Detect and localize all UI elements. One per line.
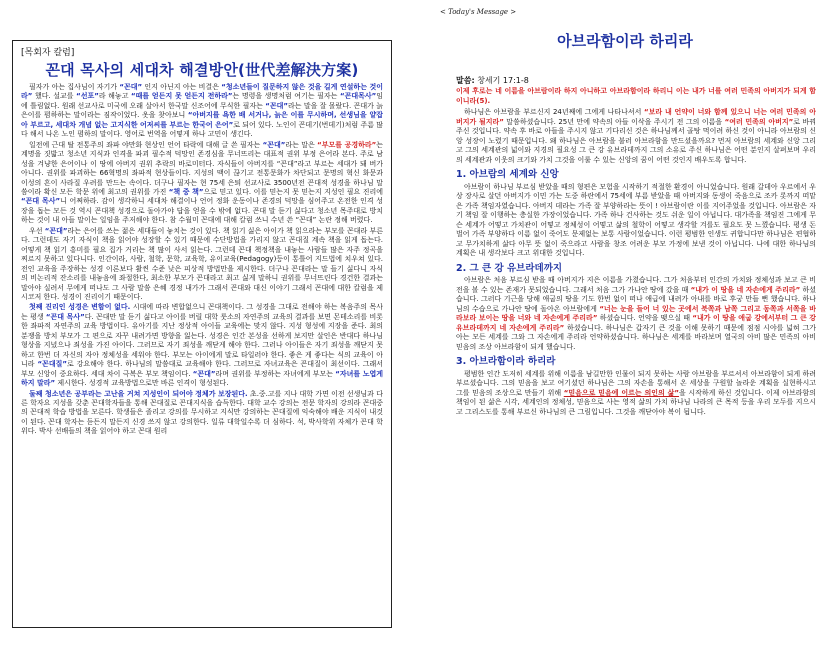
sermon-title: 아브라함이라 하리라 — [557, 32, 693, 50]
key-verse: 이제 후로는 네 이름을 아브람이라 하지 아니하고 아브라함이라 하리니 이는 내가 너를 여러 민족의 아버지가 되게 함이니라(5). — [456, 87, 816, 105]
scripture-label: 말씀: — [456, 76, 475, 85]
column-paragraph — [21, 83, 383, 140]
highlighted-text: “책 중 책” — [168, 187, 204, 196]
body-text: 우선 — [29, 226, 45, 235]
highlighted-text: “내가 이 땅을 네 자손에게 주리라” — [690, 285, 801, 294]
body-text: 하셨습니다. 하나님은 갑자기 큰 것을 이해 못하기 때문에 점점 시야를 넓혀 그가 아는 모든 세계를 그와 그 자손에게 주리라 언약하셨습니다. 하나님은 세계를 바라보며 열국의 아비 많은 민족의 아비 믿음의 조상 아브라함이 되게 했습니다. — [456, 323, 816, 351]
highlighted-text: “보라 내 언약이 너와 함께 있으니 너는 여러 민족의 아버지가 될지라” — [456, 108, 816, 126]
highlighted-text: “꼰대” — [265, 101, 288, 110]
todays-message-tag: < Today's Message > — [440, 8, 517, 16]
highlighted-text: “꼰대목사” — [340, 92, 377, 101]
section-paragraph — [456, 183, 816, 259]
highlighted-text: “여러 민족의 아버지” — [724, 117, 794, 126]
column-box — [12, 40, 392, 628]
sermon-body — [456, 87, 816, 627]
highlighted-text: “믿음으로 믿음에 이르는 의인의 삶” — [563, 388, 679, 397]
column-title: 꼰대 목사의 세대차 해결방안(世代差解決方案) — [45, 61, 359, 79]
body-text: 라는 은어를 쓰는 젊은 세대들이 놓치는 것이 있다. 책 읽기 싫은 아이가 책 읽으라는 부모를 꼰대라 부른다. 그런데도 자기 자식이 책을 읽어야 성장할 수 있기 때문에 수단방법을 가리지 않고 꼰대질 계속 책을 읽게 돕는다. 어떻게 책 읽기 흥미를 필요 집가 거리는 책 많이 사서 읽는다. 그런데 꼰대 책정책을 내놓는 사람들 많은 자주 정곡을 찌르지 못하고 있다니다. 인간이라, 사람, 철학, 문학, 교육학, 유이교육(Pedagogy)등이 통틀어 지드법에 치우쳐 있다. 전인 교육을 주장하는 성경 이론보다 활씬 수준 낮은 피상적 방법만을 제시한다. 더구나 꼰대라는 말 들기 싫다니 자식의 비논리적 잔소리를 내놓음에 좌절한다, 최소한 부모가 꼰대라고 최고 싫게 말하니 권위를 무너뜨린다 경건한 결과는 말아야 실려서 무에게 떠나도 그 사람 말씀 은혜 경정 내가가 그래서 꼰대와 대신 이야기 그래서 꼰대에 대한 칼럼을 제시코저 한다. 성경이 진리이기 때문이다. — [21, 226, 383, 301]
body-text: 라는 말을 잘 몰랐다. 꼰대가 늙은이를 폄하하는 말이라는 짐작이었다. 옷을 찾아보니 — [21, 101, 383, 120]
body-text: 니 어쩌하라. 감이 생각하니 세대차 해결이나 언어 정화 운동이나 존경의 덕망을 심어주고 온전한 인격 성장을 돕는 모든 것 역시 꼰대책 성경으로 돌아가야 답을 얻을 수 밖에 없다. 꼰대 말 듣기 싫다고 청소년 목주대로 방치하는 것이 내 아들 말이는 일임을 주저해야 한다. 참 수월미 꼰대에 대해 칼럼 쓰니 수년 쓴 “꼰대” 논란 정해 버렸다. — [21, 197, 383, 225]
body-text: 하셨습니다. 그러다 기근을 당해 애굽의 땅을 기도 한번 없이 떠나 애급에 내려가 아내를 바로 후궁 만들 뻔 했습니다. 하나님의 수습으로 가나안 땅에 돌아온 아브람에게 — [456, 285, 816, 313]
column-paragraph — [21, 141, 383, 226]
body-text: 아브람은 처음 부르심 받을 때 아버지가 지은 이름을 가졌습니다. 그가 처음부터 인간의 가치와 정체성과 보고 큰 비전을 볼 수 있는 존재가 못되었습니다. 그래서 처음 그가 가나안 땅에 갔을 때 — [456, 276, 816, 294]
body-text: 필자가 아는 집사님이 자기가 — [29, 83, 120, 91]
body-text: 로 되어 있다. 노인이 꼰데기(번데기)처럼 주름 많다 해서 나온 노인 폄하의 말이다. 영어로 번역을 어떻게 하나 고민이 생긴다. — [21, 120, 383, 139]
body-text: 임에 틀림없다. 원래 선교사로 미국에 오래 살아서 한국말 신조어에 무식한 필자는 — [21, 92, 383, 110]
body-text: 초.중.고를 지나 대학 가면 이전 선생님과 다른 학자요 지성을 갖춘 꼰대학자들을 통해 꼰대질로 꼰대지식을 습득한다. 대학 교수 강의는 전문 학자의 강의라 꼰대중의 꼰대적 학습 방법을 모른다. 학생들은 졸리고 강의를 무시하고 지식만 강의하는 꼰대질에 익숙해야 배운 지식이 내것이 된다. 꼰대 학자는 듣든지 말든지 신경 쓰지 않고 강의한다. 일류 대학일수록 더 심하다. 석, 박사학위 자체가 꼰대 학위다. 박사 선배들의 책을 읽어야 하고 꼰대 원리 — [21, 389, 383, 436]
highlighted-text: “부모를 공경하라” — [317, 140, 377, 149]
highlighted-text: “아버지를 욕한 배 서거나, 늙은 이를 무시하며, 선생님을 얕잡아 부르고, 세대차 개념 없는 고지식한 어저씨를 부르는 한국어 은어” — [21, 111, 383, 129]
right-page — [430, 0, 835, 645]
body-text: 제시한다. 성경적 교육방법으로만 바른 인격이 형성된다. — [55, 379, 229, 388]
body-text: 아브람이 하나님 부르심 받았을 때의 형편은 모험을 시작하기 적절한 환경이 아니었습니다. 원래 갈데아 우르에서 우상 장사로 살던 아버지가 이민 가는 도중 하란에서 75세에 부름 받았을 때 아버지와 동생이 죽음으로 조카 롯까지 떠맡은 가족 책임자였습니다. 아버지 데라는 가족 잘 부양하라는 뜻이 ! 아브람이란 이를 지어주었을 것입니다. 아브람은 자기 책임 잘 이행하는 층실한 가장이었습니다. 가족 하나 건사하는 것도 쉬운 일이 아닙니다. 대가족을 책임진 그에게 무슨 세계가 어떻고 가치관이 어떻고 정체성이 어떻고 삶의 철학이 어떻고 생각할 겨를도 필요도 못 느꼈습니다. 평생 돈 벌어 가족 부양하다 이름 없이 죽어도 문제없는 보통 사람이었습니다. 이런 평범한 인생도 귀합니다만 하나님은 편협하고 무가치하게 삶다 아무 뜻 없이 죽으라고 사람을 창조 어려운 부모 가정에 보낸 것이 아닙니다. 나에 대한 하나님의 계획은 내 생각보다 크고 위대한 것입니다. — [456, 182, 816, 257]
section-paragraph — [456, 276, 816, 352]
highlighted-text: “청소년들이 질문하지 않은 것을 길게 연설하는 것이라” — [21, 83, 383, 101]
body-text: 라며 권위를 부정하는 자녀에게 부모는 — [215, 369, 336, 378]
scripture-reference — [456, 75, 529, 86]
section-heading: 2. 그 큰 강 유브라데까지 — [456, 262, 563, 274]
body-text: 하나님은 아브람을 부르신지 24년째에 그에게 나타나셔서 — [464, 108, 645, 116]
highlighted-text: “꼰대질” — [37, 360, 67, 369]
body-text: 말씀하셨습니다. 25년 만에 약속의 아들 이삭을 주시기 전 그의 이름을 — [503, 117, 725, 126]
body-text: 는 계명을 짓밟고 청소년 지식과 인격을 파괴 필수적 덕망인 존경심을 무너뜨리는 대표적 권위 부정 은어라 본다. 주로 남성을 겨냥한 은어이나 이 땅에 아버지 권위 추락의 바로미터다. 자식들이 아버지를 “꼰대”라고 부르는 세대가 돼 버가 아니다. 권위를 파괴하는 66혁명의 좌파적 현상들이다. 지성의 맥이 끊기고 전통문화가 차단되고 문명의 혁신 화문과 이성의 흔이 사라질 우려를 만드는 속이다. 더구나 필자는 현 75세 은퇴 선교사로 3500년전 꼰대적 성경을 하나님 말씀이라 확신 모든 학문 위에 최고의 권위를 가진 — [21, 140, 383, 196]
column-paragraph — [21, 303, 383, 388]
body-text: 을 시작하게 하신 것입니다. 이제 아브라함의 책임이 된 삶은 시각, 세계인의 정체성, 믿음으로 사는 영적 삶의 가치 하나님 나라의 큰 목적 등을 우리 모두를 지으시고 그리스도를 통해 부르신 하나님의 큰 그림입니다. 그것을 깨닫아야 복이 됩니다. — [456, 388, 816, 416]
body-text: 다. 꼰대만 말 듣기 싫다고 아이를 버릴 대학 룻소의 자연주의 교육의 결과를 보면 몬테소리를 비롯한 좌파적 자연주의 교육 방법이다. 유아기를 지난 정상적 아이들 교육에는 맞지 않다. 지성 형성에 지장을 준다. 최의 분쟁을 방치 부모가 그 편으로 자꾸 내려가면 방향을 잃는다. 성경은 인간 본성을 선하게 보지만 살인은 반대다 하나님 형상을 지녔으나 죄성을 가진 아이다. 그러므로 자기 죄성을 깨닫게 해야 한다. 그러나 아이들은 자기 죄성을 깨닫지 못하고 한번 더 자신의 자아 정체성을 세워야 한다. 부모는 아이에게 말로 타일러야 한다. 좋은 게 좋다는 식의 교육이 아니라 — [21, 312, 383, 369]
highlighted-text: “내가 이 땅을 애굽 강에서부터 그 큰 강 유브라데까지 네 자손에게 주리라” — [456, 314, 816, 332]
body-text: 평범한 인간 도저히 세계를 위해 이름을 남길만한 인물이 되지 못하는 사람 아브람을 부르셔서 아브라함이 되게 하려 부르셨습니다. 그의 믿음을 보고 여기셨던 하나님은 그의 자손을 통해서 온 세상을 구원할 놀라운 계획을 실현하시고 그를 믿음의 조상으로 만들기 위해 — [456, 369, 816, 397]
highlighted-text: “꼰대 목사” — [21, 197, 61, 206]
highlighted-text: 첫째 진리인 성경은 변함이 없다. — [29, 303, 131, 312]
highlighted-text: “때를 얻든지 못 얻든지 전하라” — [131, 92, 233, 101]
sermon-sections — [456, 170, 816, 417]
body-text: 했다. 설교를 — [32, 92, 77, 101]
body-text: 하셨습니다. 언약을 맺으실 때 — [597, 314, 693, 322]
column-paragraph — [21, 227, 383, 303]
section-paragraph — [456, 370, 816, 418]
body-text: 로 강요해야 한다. 하나님의 말씀대로 교육해야 한다. 그러므로 자녀교육은 꼰대질이 최선이다. 그래서 부모 신앙이 중요하다. 세대 차이 극복은 부모 책임이다. — [21, 360, 383, 378]
highlighted-text: “너는 눈을 들어 너 있는 곳에서 북쪽과 남쪽 그리고 동쪽과 서쪽을 바라보라 보이는 땅을 너와 네 자손에게 주리라” — [456, 304, 816, 322]
highlighted-text: 둘째 청소년은 공부라는 고난을 거쳐 지성인이 되어야 정체가 보장된다. — [29, 389, 248, 398]
intro-paragraph — [456, 108, 816, 165]
body-text: 일전에 근대 탈 전통주의 좌파 야만화 현상인 언어 타락에 대해 글 쓴 필자는 — [29, 140, 263, 149]
highlighted-text: “꼰대” — [44, 226, 68, 235]
section-label: [목회자 칼럼] — [21, 48, 75, 58]
body-text: 으로 믿고 있다. 이를 믿는지 못 믿는지 지성인 필요 진리에 — [203, 187, 383, 196]
body-text: 시대에 따라 변합없으니 꼰대책이다. 그 성경을 그대로 전해야 하는 복음주의 목사는 평생 — [21, 303, 383, 321]
highlighted-text: “꼰대” — [192, 369, 216, 378]
body-text: 인지 아닌지 아는 비결은 — [142, 83, 222, 91]
body-text: 라 해놓고 — [98, 92, 132, 101]
highlighted-text: “꼰대” — [262, 140, 286, 149]
scripture-ref: 창세기 17:1-8 — [477, 76, 529, 85]
section-heading: 1. 아브람의 세계와 신앙 — [456, 169, 559, 180]
body-text: 로 바꿔주신 것입니다. 약속 후 바로 아들을 주시지 않고 기다리신 것은 하나님께서 골탕 먹이려 하신 것이 아니라 아브람의 신앙 성장이 노렸기 때문입니다. 왜 하나님은 아브람을 불러 아브라함을 만드셨을까요? 먼저 아브람의 세계와 신앙 그리고 그의 세계관의 넓이와 지경의 필요성 그 큰 강 유브라데까지 그의 소유로 주신 하나님은 어떤 분인지 살펴보며 우리의 세계관과 이웃의 크기와 가치 그것을 이룰 수 있는 신앙의 꿈이 어떤 것인지 배우도록 합니다. — [456, 117, 816, 164]
column-body — [21, 83, 383, 623]
section-heading: 3. 아브라함이라 하리라 — [456, 356, 556, 367]
highlighted-text: “꼰대 목사” — [45, 312, 85, 321]
column-paragraph — [21, 390, 383, 437]
body-text: 는 명령을 생명처럼 여기는 필자는 — [232, 92, 340, 101]
body-text: 라는 말은 — [285, 140, 318, 149]
highlighted-text: “자녀를 노엽게 하지 말라” — [21, 369, 383, 388]
left-page — [0, 0, 405, 645]
highlighted-text: “선포” — [76, 92, 99, 101]
highlighted-text: “꼰대” — [119, 83, 143, 91]
